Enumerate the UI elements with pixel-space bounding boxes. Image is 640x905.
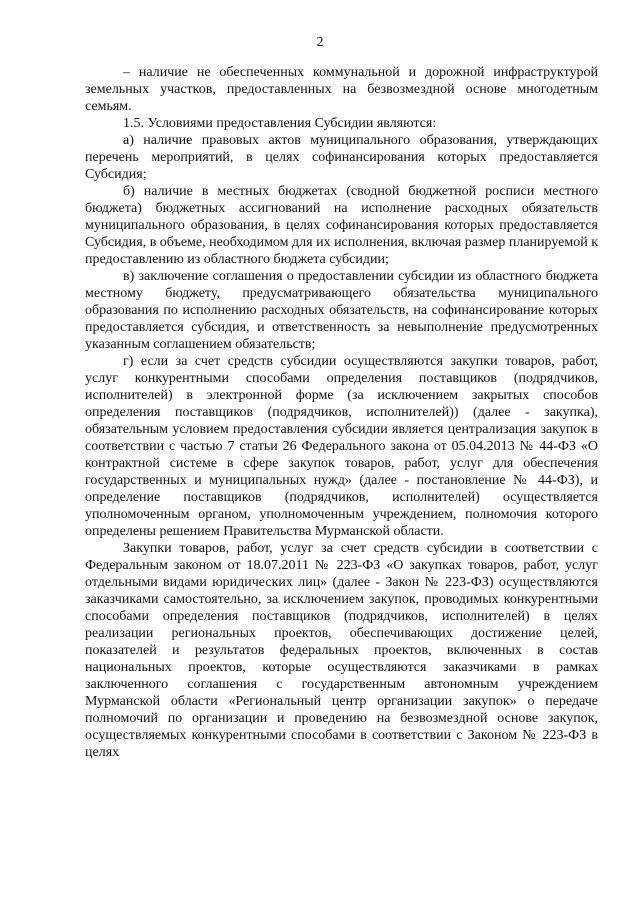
paragraph-condition-g: г) если за счет средств субсидии осуществляются закупки товаров, работ, услуг конкурентными способами определения поставщиков (подрядчиков, исполнителей) в электронной форме (за исключением закрытых способов определения поставщиков (подрядчиков, исполнителей)) (далее - закупка), обязательным условием предоставления субсидии является централизация закупок в соответствии с частью 7 статьи 26 Федерального закона от 05.04.2013 № 44-ФЗ «О контрактной системе в сфере закупок товаров, работ, услуг для обеспечения государственных и муниципальных нужд» (далее - постановление № 44-ФЗ), и определение поставщиков (подрядчиков, исполнителей) осуществляется уполномоченным органом, уполномоченным учреждением, полномочия которого определены решением Правительства Мурманской области. [85, 354, 598, 539]
paragraph-condition-b: б) наличие в местных бюджетах (сводной бюджетной росписи местного бюджета) бюджетных ассигнований на исполнение расходных обязательств муниципального образования, в целях софинансирования которых предоставляется Субсидия, в объеме, необходимом для их исполнения, включая размер планируемой к предоставлению из областного бюджета субсидии; [85, 184, 599, 267]
paragraph-condition-v: в) заключение соглашения о предоставлении субсидии из областного бюджета местному бюджету, предусматривающего обязательства муниципального образования по исполнению расходных обязательств, на софинансирование которых предоставляется субсидия, и ответственность за невыполнение предусмотренных указанным соглашением обязательств; [85, 269, 598, 352]
paragraph-condition-a: а) наличие правовых актов муниципального образования, утверждающих перечень мероприятий, в целях софинансирования которых предоставляется Субсидия; [85, 133, 598, 182]
paragraph-infrastructure: – наличие не обеспеченных коммунальной и дорожной инфраструктурой земельных участков, предоставленных на безвозмездной основе многодетным семьям. [85, 65, 598, 114]
paragraph-procurement-223fz: Закупки товаров, работ, услуг за счет средств субсидии в соответствии с Федеральным законом от 18.07.2011 № 223-ФЗ «О закупках товаров, работ, услуг отдельными видами юридических лиц» (далее - Закон № 223-ФЗ) осуществляются заказчиками самостоятельно, за исключением закупок, проводимых конкурентными способами определения поставщиков (подрядчиков, исполнителей) в целях реализации региональных проектов, обеспечивающих достижение целей, показателей и результатов федеральных проектов, включенных в состав национальных проектов, которые осуществляются заказчиками в рамках заключенного соглашения с государственным автономным учреждением Мурманской области «Региональный центр организации закупок» о передаче полномочий по организации и проведению на безвозмездной основе закупок, осуществляемых конкурентными способами в соответствии с Законом № 223-ФЗ в целях [85, 541, 598, 760]
page-number: 2 [316, 35, 324, 50]
document-body [85, 64, 598, 761]
paragraph-conditions-heading: 1.5. Условиями предоставления Субсидии являются: [123, 116, 437, 131]
